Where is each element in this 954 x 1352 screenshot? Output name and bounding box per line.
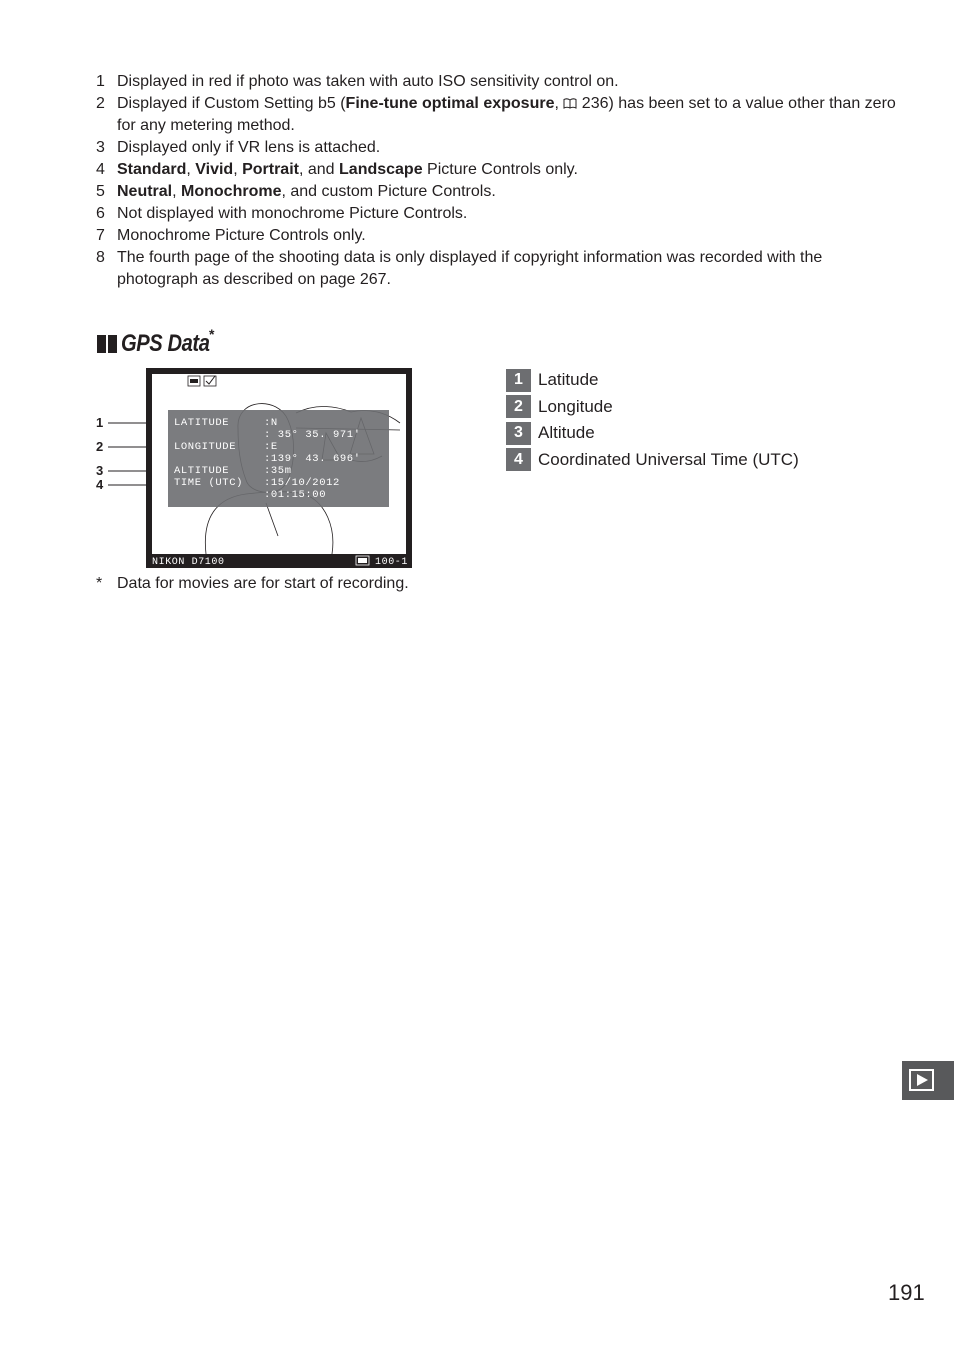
footnote-mark: * [96,575,103,592]
legend-number-badge: 2 [506,395,531,418]
camera-playback-screen [146,368,412,568]
playback-tab [902,1061,954,1100]
playback-icon [902,1061,954,1100]
gps-value-time: :01:15:00 [264,489,327,501]
legend-row [506,420,799,447]
legend-row [506,367,799,394]
note-number: 7 [96,227,105,244]
gps-label-latitude: LATITUDE [174,417,230,429]
note-text: , [233,161,243,178]
legend-number-badge: 1 [506,369,531,392]
note-text: , and [298,161,340,178]
note-bold-term: Fine-tune optimal exposure [345,95,555,112]
legend-row [506,394,799,421]
note-text: , and custom Picture Controls. [281,183,496,200]
gps-value-longitude: :139° 43. 696' [264,453,361,465]
callout-2: 2 [96,439,104,454]
note-number: 4 [96,161,105,178]
note-number: 2 [96,95,105,112]
note-bold-term: Vivid [195,161,234,178]
gps-value-lat-hemisphere: :N [264,417,278,429]
file-number: 100-1 [375,557,409,568]
gps-value-altitude: :35m [264,465,292,477]
note-text: Monochrome Picture Controls only. [117,227,366,244]
gps-value-lon-hemisphere: :E [264,441,278,453]
gps-value-latitude: : 35° 35. 971' [264,429,361,441]
note-bold-term: Monochrome [181,183,282,200]
note-text: Not displayed with monochrome Picture Controls. [117,205,468,222]
gps-label-time: TIME (UTC) [174,477,244,489]
gps-value-date: :15/10/2012 [264,477,340,489]
note-text: , [172,183,182,200]
note-text: 236) has been set to a value other than zero for any metering method. [117,95,896,134]
note-text: Displayed in red if photo was taken with auto ISO sensitivity control on. [117,73,619,90]
note-bold-term: Neutral [117,183,173,200]
note-text: Displayed if Custom Setting b5 ( [117,95,346,112]
note-text: Displayed only if VR lens is attached. [117,139,381,156]
note-bold-term: Landscape [339,161,423,178]
legend-label: Altitude [538,423,595,443]
legend-row [506,447,799,474]
camera-model: NIKON D7100 [152,557,225,568]
section-title-asterisk: * [209,326,215,342]
legend-label: Latitude [538,370,599,390]
gps-legend [506,367,799,473]
gps-label-longitude: LONGITUDE [174,441,237,453]
gps-label-altitude: ALTITUDE [174,465,230,477]
legend-label: Coordinated Universal Time (UTC) [538,449,799,469]
note-bold-term: Standard [117,161,187,178]
note-text: Picture Controls only. [422,161,578,178]
page-number: 191 [888,1280,925,1305]
note-number: 8 [96,249,105,266]
note-text: , [554,95,564,112]
callout-leader-lines [0,0,954,600]
callout-1: 1 [96,415,104,430]
section-title: GPS Data [121,330,210,357]
note-number: 1 [96,73,105,90]
legend-label: Longitude [538,396,613,416]
note-bold-term: Portrait [242,161,299,178]
movie-footnote [96,573,409,595]
footnote-text: Data for movies are for start of recording. [117,575,409,592]
screen-image [146,368,412,568]
callout-4: 4 [96,477,104,492]
note-number: 5 [96,183,105,200]
note-text: The fourth page of the shooting data is only displayed if copyright information was recorded with the photograph as described on page 267. [117,249,823,288]
note-number: 3 [96,139,105,156]
legend-number-badge: 4 [506,448,531,471]
legend-number-badge: 3 [506,422,531,445]
note-text: , [186,161,196,178]
note-number: 6 [96,205,105,222]
callout-3: 3 [96,463,104,478]
